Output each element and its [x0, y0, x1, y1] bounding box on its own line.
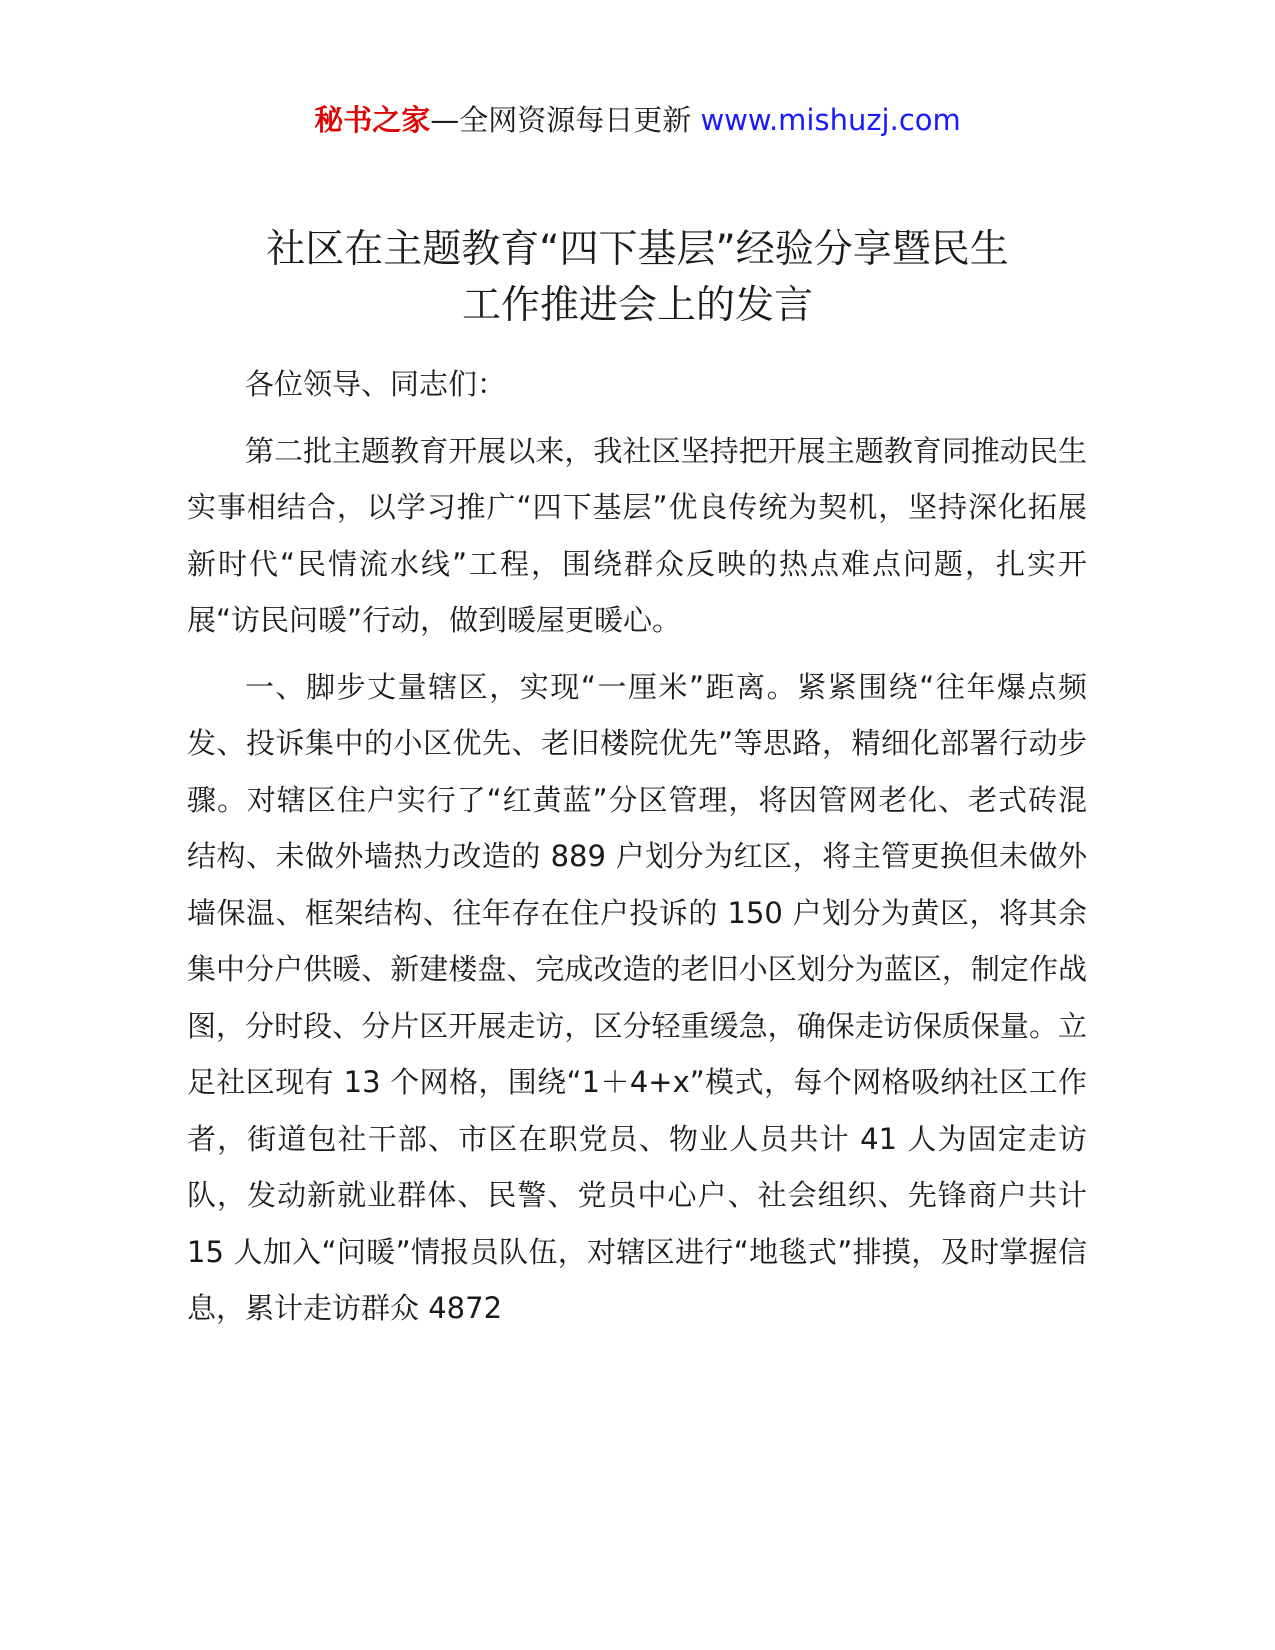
document-body — [187, 356, 1087, 1337]
title-line-2: 工作推进会上的发言 — [461, 283, 813, 328]
document-title — [180, 222, 1095, 334]
salutation-paragraph: 各位领导、同志们： — [245, 367, 507, 401]
title-line-1: 社区在主题教育“四下基层”经验分享暨民生 — [266, 227, 1009, 272]
site-tagline: —全网资源每日更新 — [430, 103, 692, 137]
site-url-link[interactable]: www.mishuzj.com — [700, 103, 961, 137]
intro-paragraph: 第二批主题教育开展以来，我社区坚持把开展主题教育同推动民生实事相结合，以学习推广“四下基层”优良传统为契机，坚持深化拓展新时代“民情流水线”工程，围绕群众反映的热点难点问题，扎实开展“访民问暖”行动，做到暖屋更暖心。 — [187, 433, 1087, 637]
site-brand: 秘书之家 — [314, 103, 431, 137]
section-one-paragraph: 一、脚步丈量辖区，实现“一厘米”距离。紧紧围绕“往年爆点频发、投诉集中的小区优先、老旧楼院优先”等思路，精细化部署行动步骤。对辖区住户实行了“红黄蓝”分区管理，将因管网老化、老式砖混结构、未做外墙热力改造的 889 户划分为红区，将主管更换但未做外墙保温、框架结构、往年存在住户投诉的 150 户划分为黄区，将其余集中分户供暖、新建楼盘、完成改造的老旧小区划分为蓝区，制定作战图，分时段、分片区开展走访，区分轻重缓急，确保走访保质保量。立足社区现有 13 个网格，围绕“1＋4+x”模式，每个网格吸纳社区工作者，街道包社干部、市区在职党员、物业人员共计 41 人为固定走访队，发动新就业群体、民警、党员中心户、社会组织、先锋商户共计 15 人加入“问暖”情报员队伍，对辖区进行“地毯式”排摸，及时掌握信息，累计走访群众 4872 — [187, 669, 1087, 1325]
site-header — [0, 100, 1275, 140]
